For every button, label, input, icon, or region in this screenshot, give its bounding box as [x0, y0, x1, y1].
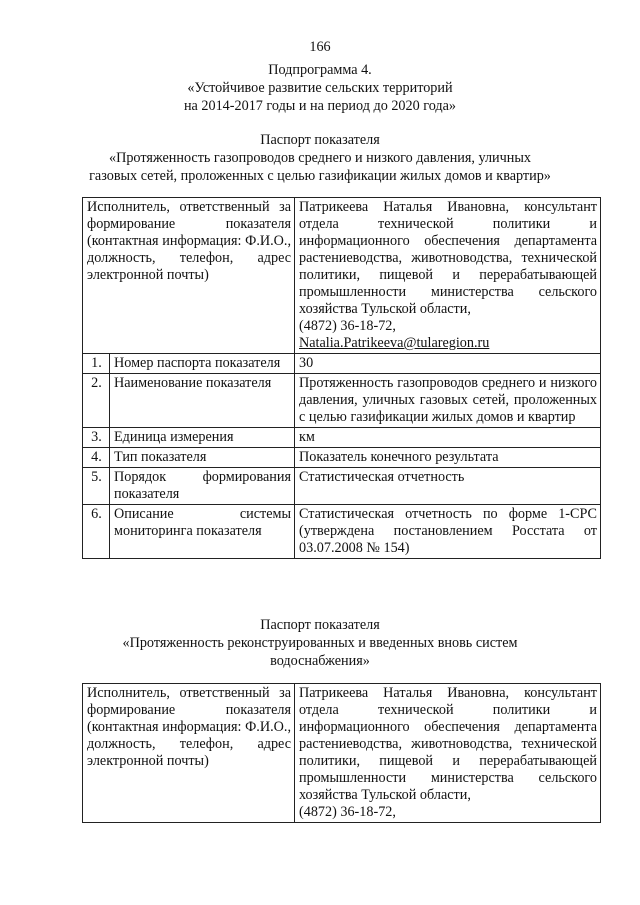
executor-value: Патрикеева Наталья Ивановна, консультант отдела технической политики и информационного обеспечения департамента растениеводства, животноводства, технической политики, пищевой и перерабатывающей промышленности министерства сельского хозяйства Тульской области,	[299, 199, 598, 317]
passport1-table	[82, 197, 601, 559]
row-number: 4.	[83, 448, 110, 468]
passport1-heading: Паспорт показателя	[260, 132, 380, 148]
passport2-title-line2: водоснабжения»	[270, 653, 370, 669]
page-number: 166	[309, 39, 331, 55]
passport1-title-line2: газовых сетей, проложенных с целью газификации жилых домов и квартир»	[89, 168, 551, 184]
row-value: 30	[295, 354, 601, 374]
row-number: 6.	[83, 505, 110, 559]
subprogram-label: Подпрограмма 4.	[268, 62, 372, 78]
table-row	[83, 374, 601, 428]
row-value: Статистическая отчетность	[295, 468, 601, 505]
contact-lines	[299, 318, 597, 352]
passport2-title-line1: «Протяженность реконструированных и введенных вновь систем	[122, 635, 518, 651]
table-row	[83, 448, 601, 468]
row-label: Единица измерения	[110, 428, 295, 448]
row-value: Статистическая отчетность по форме 1-СРС (утверждена постановлением Росстата от 03.07.2008 № 154)	[295, 505, 601, 559]
executor-label: Исполнитель, ответственный за формирование показателя (контактная информация: Ф.И.О., должность, телефон, адрес электронной почты)	[83, 198, 295, 354]
executor-phone: (4872) 36-18-72,	[299, 804, 396, 820]
row-label: Тип показателя	[110, 448, 295, 468]
row-label: Описание системы мониторинга показателя	[110, 505, 295, 559]
row-label: Наименование показателя	[110, 374, 295, 428]
passport1-title-line1: «Протяженность газопроводов среднего и низкого давления, уличных	[108, 150, 531, 166]
subprogram-title-line2: на 2014-2017 годы и на период до 2020 года»	[183, 98, 457, 114]
passport1-title	[60, 131, 580, 185]
row-value: Протяженность газопроводов среднего и низкого давления, уличных газовых сетей, проложенных с целью газификации жилых домов и квартир	[295, 374, 601, 428]
subprogram-title-line1: «Устойчивое развитие сельских территорий	[187, 80, 453, 96]
row-number: 5.	[83, 468, 110, 505]
row-number: 3.	[83, 428, 110, 448]
contact-lines	[299, 804, 597, 821]
passport2-executor-row	[83, 684, 601, 823]
table-row	[83, 468, 601, 505]
row-value: Показатель конечного результата	[295, 448, 601, 468]
executor-value-cell	[295, 684, 601, 823]
passport2-heading: Паспорт показателя	[260, 617, 380, 633]
passport2-title	[60, 616, 580, 670]
executor-phone: (4872) 36-18-72,	[299, 318, 396, 334]
passport2-table	[82, 683, 601, 823]
executor-value-cell	[295, 198, 601, 354]
document-header	[0, 38, 640, 115]
executor-label: Исполнитель, ответственный за формирование показателя (контактная информация: Ф.И.О., должность, телефон, адрес электронной почты)	[83, 684, 295, 823]
row-value: км	[295, 428, 601, 448]
executor-value: Патрикеева Наталья Ивановна, консультант отдела технической политики и информационного обеспечения департамента растениеводства, животноводства, технической политики, пищевой и перерабатывающей промышленности министерства сельского хозяйства Тульской области,	[299, 685, 597, 803]
executor-email[interactable]: Natalia.Patrikeeva@tularegion.ru	[299, 335, 490, 351]
passport1-executor-row	[83, 198, 601, 354]
row-label: Номер паспорта показателя	[110, 354, 295, 374]
row-label: Порядок формирования показателя	[110, 468, 295, 505]
row-number: 1.	[83, 354, 110, 374]
table-row	[83, 505, 601, 559]
table-row	[83, 354, 601, 374]
table-row	[83, 428, 601, 448]
row-number: 2.	[83, 374, 110, 428]
